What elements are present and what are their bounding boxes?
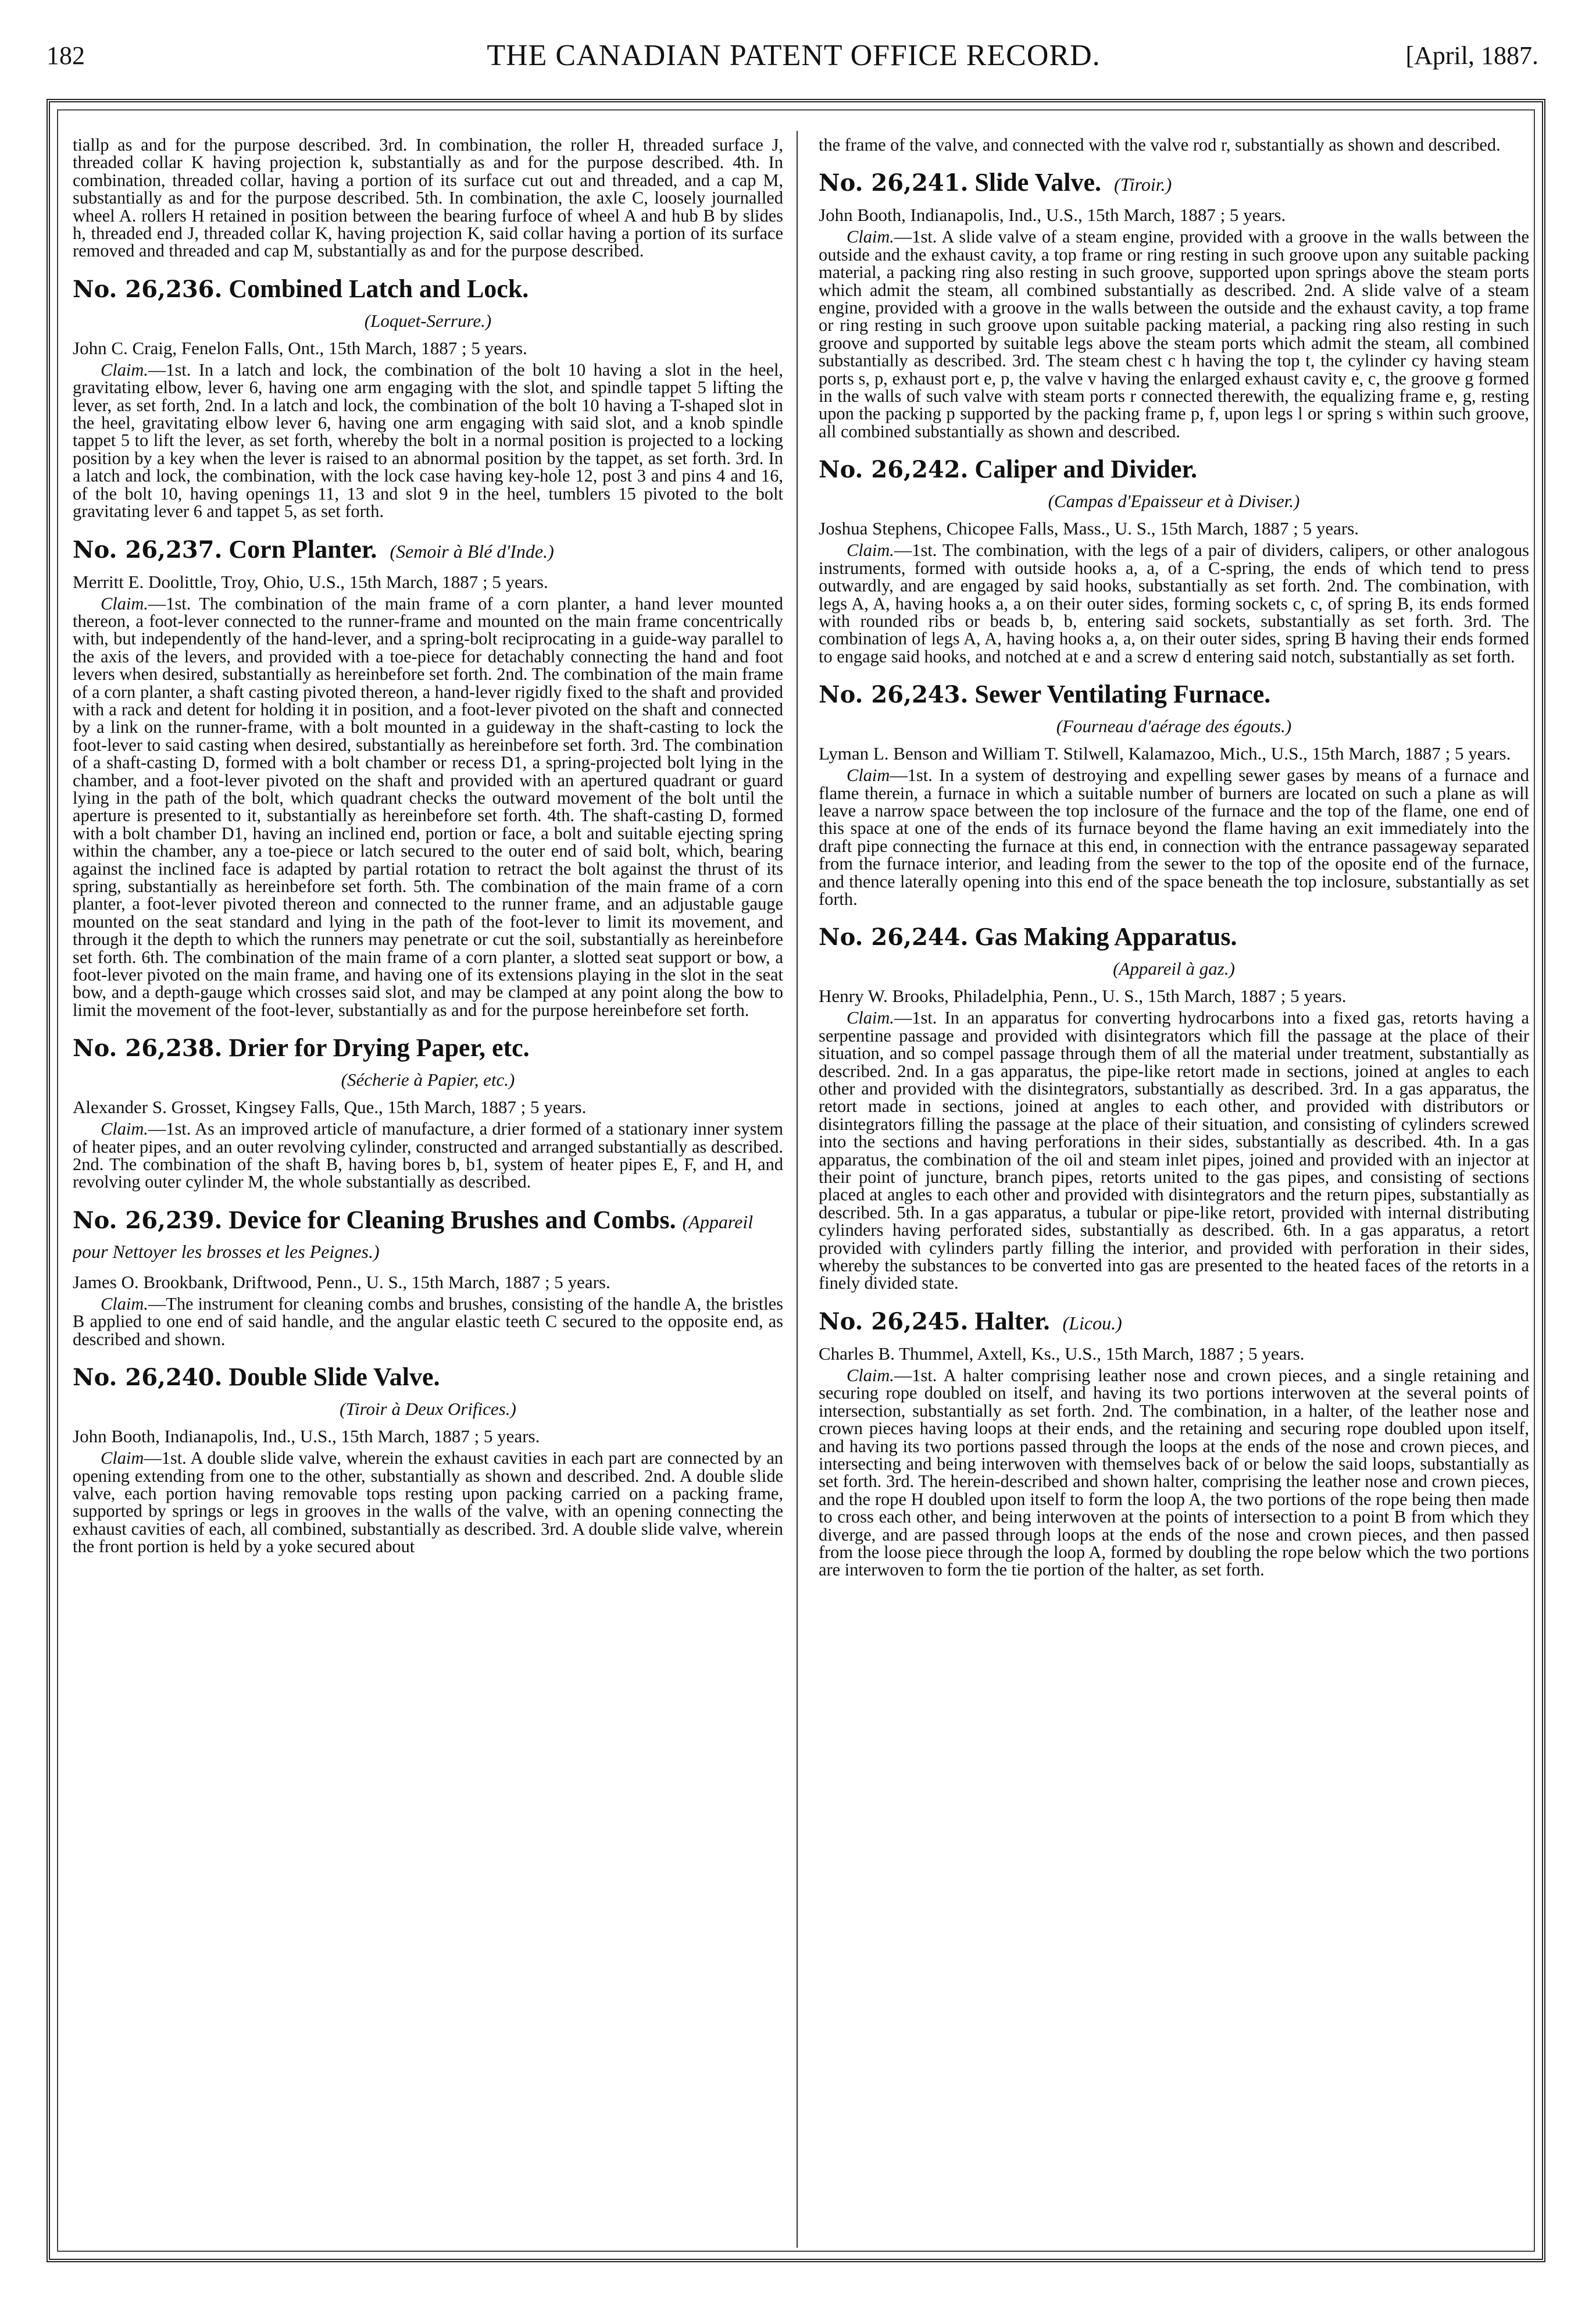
patent-entry	[73, 1034, 783, 1191]
patent-number: No. 26,239.	[73, 1206, 223, 1234]
patent-inventor: Joshua Stephens, Chicopee Falls, Mass., U. S., 15th March, 1887 ; 5 years.	[819, 518, 1359, 539]
patent-inventor: John Booth, Indianapolis, Ind., U.S., 15th March, 1887 ; 5 years.	[73, 1426, 540, 1447]
claim-text: —1st. In a system of destroying and expelling sewer gases by means of a furnace and flame therein, a furnace in which a suitable number of burners are located on such a plane as will leave a narrow space between the top inclosure of the furnace and the top of the flame, one end of this space at one of the ends of its furnace beyond the flame having an exit immediately into the draft pipe connecting the furnace at this end, in connection with the entrance passageway separated from the furnace interior, and leading from the sewer to the top of the oposite end of the furnace, and thence laterally opening into this end of the space beneath the top inclosure, substantially as set forth.	[819, 765, 1529, 909]
column-divider	[797, 131, 798, 2248]
patent-number: No. 26,238.	[73, 1035, 223, 1063]
patent-heading	[819, 1307, 1529, 1337]
patent-title: Slide Valve.	[974, 168, 1102, 197]
patent-entry	[73, 536, 783, 1019]
patent-entry	[73, 1206, 783, 1348]
patent-entry	[819, 680, 1529, 908]
claim-text: —1st. The combination, with the legs of a pair of dividers, calipers, or other analogous instruments, formed with outside hooks a, a, of a C-spring, the ends of which tend to press outwardly, and are engaged by said hooks, substantially as set forth. 2nd. The combination, with legs A, A, having hooks a, a on their outer sides, forming sockets c, c, of spring B, its ends formed with rounded ribs or beads b, b, entering said sockets, substantially as set forth. 3rd. The combination of legs A, A, having hooks a, a, on their outer sides, spring B having their ends formed to engage said hooks, and notched at e and a screw d entering said notch, substantially as set forth.	[819, 540, 1529, 666]
patent-entry	[819, 169, 1529, 440]
claim-text: —1st. A halter comprising leather nose and crown pieces, and a single retaining and securing rope doubled on itself, and having its two portions interwoven at the several points of intersection, substantially as set forth. 2nd. The combination, in a halter, of the leather nose and crown pieces having loops at their ends, and the retaining and securing rope doubled upon itself, and having its two portions passed through the loops at the ends of the nose and crown pieces, and intersecting and being interwoven with themselves back of or below the said loops, substantially as set forth. 3rd. The herein-described and shown halter, comprising the leather nose and crown pieces, and the rope H doubled upon itself to form the loop A, the two portions of the rope being then made to cross each other, and being interwoven at the points of intersection to a point B from which they diverge, and are passed through loops at the ends of the nose and crown pieces, and then passed from the loose piece through the loop A, formed by doubling the rope below which the two portions are interwoven to form the tie portion of the halter, as set forth.	[819, 1365, 1529, 1580]
patent-heading	[819, 455, 1529, 484]
claim-label: Claim.	[847, 1008, 894, 1028]
patent-inventor: Lyman L. Benson and William T. Stilwell, Kalamazoo, Mich., U.S., 15th March, 1887 ; 5 years.	[819, 743, 1511, 764]
claim-text: —1st. A double slide valve, wherein the exhaust cavities in each part are connected by an opening extending from one to the other, substantially as shown and described. 2nd. A double slide valve, each portion having removable tops resting upon packing carried on a packing frame, supported by springs or legs in grooves in the walls of the valve, with an opening connecting the exhaust cavities of each, all combined, substantially as described. 3rd. A double slide valve, wherein the front portion is held by a yoke secured about	[73, 1448, 783, 1557]
patent-french-title: (Appareil à gaz.)	[1113, 958, 1235, 979]
page-header	[41, 36, 1547, 83]
patent-title: Halter.	[974, 1306, 1050, 1335]
right-column	[819, 135, 1529, 2246]
patent-title: Combined Latch and Lock.	[228, 274, 529, 303]
patent-claim	[819, 1009, 1529, 1292]
patent-heading	[819, 923, 1529, 951]
claim-text: —1st. In a latch and lock, the combination of the bolt 10 having a slot in the heel, gravitating elbow, lever 6, having one arm engaging with the slot, and spindle tappet 5 lifting the lever, as set forth, 2nd. In a latch and lock, the combination of the bolt 10 having a T-shaped slot in the heel, gravitating elbow lever 6, having one arm engaging with said slot, and a knob spindle tappet 5 to lift the lever, as set forth, whereby the bolt in a normal position is projected to a locking position by a key when the lever is raised to an abnormal position by the tappet, as set forth. 3rd. In a latch and lock, the combination, with the lock case having key-hole 12, post 3 and pins 4 and 16, of the bolt 10, having openings 11, 13 and slot 9 in the heel, tumblers 15 pivoted to the bolt gravitating lever 6 and tappet 5, as set forth.	[73, 359, 783, 522]
patent-heading	[73, 275, 783, 304]
patent-claim	[73, 1449, 783, 1555]
patent-french-title: (Semoir à Blé d'Inde.)	[390, 540, 554, 562]
patent-heading	[73, 536, 783, 565]
patent-title: Sewer Ventilating Furnace.	[974, 680, 1271, 709]
patent-claim	[819, 766, 1529, 908]
patent-french-title: (Sécherie à Papier, etc.)	[341, 1069, 515, 1090]
patent-number: No. 26,245.	[819, 1307, 969, 1335]
claim-label: Claim.	[101, 593, 148, 614]
issue-date: [April, 1887.	[1405, 41, 1538, 70]
patent-french-title: (Fourneau d'aérage des égouts.)	[1056, 716, 1292, 737]
patent-number: No. 26,244.	[819, 924, 969, 951]
patent-entry	[73, 1363, 783, 1555]
patent-number: No. 26,240.	[73, 1364, 223, 1392]
patent-title: Device for Cleaning Brushes and Combs.	[228, 1205, 676, 1234]
patent-inventor: Alexander S. Grosset, Kingsey Falls, Que., 15th March, 1887 ; 5 years.	[73, 1097, 587, 1118]
patent-claim	[73, 1295, 783, 1348]
claim-label: Claim	[847, 765, 890, 786]
patent-inventor: John C. Craig, Fenelon Falls, Ont., 15th March, 1887 ; 5 years.	[73, 337, 527, 358]
patent-title: Gas Making Apparatus.	[974, 922, 1237, 951]
patent-claim	[819, 228, 1529, 440]
patent-french-title: (Appareil pour Nettoyer les brosses et les Peignes.)	[73, 1211, 754, 1262]
patent-inventor: Henry W. Brooks, Philadelphia, Penn., U. S., 15th March, 1887 ; 5 years.	[819, 986, 1347, 1007]
patent-claim	[73, 1120, 783, 1191]
patent-claim	[819, 1367, 1529, 1579]
claim-label: Claim.	[847, 1365, 894, 1385]
patent-entry	[73, 275, 783, 520]
patent-title: Caliper and Divider.	[974, 455, 1198, 484]
patent-number: No. 26,237.	[73, 536, 223, 564]
patent-french-title: (Licou.)	[1062, 1312, 1122, 1334]
claim-text: —1st. A slide valve of a steam engine, provided with a groove in the walls between the outside and the exhaust cavity, a top frame or ring resting in such groove upon any suitable packing material, a packing ring also resting in such groove, supported upon springs above the steam ports which admit the steam, all combined substantially as described. 2nd. A slide valve of a steam engine, provided with a groove in the walls between the outside and the exhaust cavity, a top frame or ring resting in such groove upon suitable packing material, a packing ring also resting in such groove and supported by suitable legs above the steam ports which admit the steam, all combined substantially as described. 3rd. The steam chest c h having the top t, the cylinder cy having steam ports s, p, exhaust port e, p, the valve v having the enlarged exhaust cavity e, c, the groove g formed in the walls of such valve with steam ports r connected therewith, the equalizing frame e, g, resting upon the packing p supported by the packing frame p, f, upon legs l or spring s within such groove, all combined substantially as shown and described.	[819, 227, 1529, 441]
patent-inventor: John Booth, Indianapolis, Ind., U.S., 15th March, 1887 ; 5 years.	[819, 205, 1286, 226]
claim-label: Claim.	[101, 359, 148, 380]
claim-text: —1st. The combination of the main frame of a corn planter, a hand lever mounted thereon, a foot-lever connected to the runner-frame and mounted on the main frame concentrically with, but independently of the hand-lever, and a spring-bolt reciprocating in a guide-way parallel to the axis of the levers, and provided with a toe-piece for detachably connecting the hand and foot levers when desired, substantially as hereinbefore set forth. 2nd. The combination of the main frame of a corn planter, a shaft casting pivoted thereon, a hand-lever rigidly fixed to the shaft and provided with a rack and detent for holding it in position, and a foot-lever pivoted on the shaft and connected by a link on the runner-frame, with a bolt mounted in a guideway in the shaft-casting to lock the foot-lever to said casting when desired, substantially as hereinbefore set forth. 3rd. The combination of a shaft-casting D, formed with a bolt chamber or recess D1, a spring-projected bolt lying in the chamber, and a foot-lever pivoted on the shaft and provided with an apertured quadrant or guard lying in the path of the bolt, which quadrant checks the outward movement of the bolt until the aperture is presented to it, substantially as hereinbefore set forth. 4th. The shaft-casting D, formed with a bolt chamber D1, having an inclined end, portion or face, a bolt and suitable ejecting spring within the chamber, any a toe-piece or latch secured to the outer end of said bolt, which, bearing against the inclined face is adapted by partial rotation to retract the bolt against the thrust of its spring, substantially as hereinbefore set forth. 5th. The combination of the main frame of a corn planter, a foot-lever pivoted thereon and connected to the runner frame, and an adjustable gauge mounted on the seat standard and lying in the path of the foot-lever to limit its movement, and through it the depth to which the runners may penetrate or cut the soil, substantially as hereinbefore set forth. 6th. The combination of the main frame of a corn planter, a slotted seat support or bow, a foot-lever pivoted on the main frame, and having one of its extensions playing in the slot in the seat bow, and a depth-gauge which crosses said slot, and may be clamped at any point along the bow to limit the movement of the foot-lever, substantially as and for the purpose hereinbefore set forth.	[73, 593, 783, 1020]
patent-number: No. 26,242.	[819, 456, 969, 484]
claim-label: Claim.	[101, 1119, 148, 1139]
patent-french-title: (Tiroir.)	[1114, 174, 1172, 195]
patent-heading	[819, 169, 1529, 198]
patent-heading	[73, 1206, 783, 1265]
claim-label: Claim.	[847, 227, 894, 247]
patent-entry	[819, 455, 1529, 665]
claim-label: Claim.	[101, 1293, 148, 1314]
patent-claim	[73, 595, 783, 1019]
left-column	[73, 135, 783, 2246]
patent-entry	[819, 1307, 1529, 1579]
patent-french-title: (Tiroir à Deux Orifices.)	[340, 1399, 516, 1420]
patent-claim	[73, 361, 783, 520]
patent-title: Drier for Drying Paper, etc.	[228, 1033, 530, 1063]
patent-heading	[73, 1034, 783, 1063]
patent-title: Double Slide Valve.	[228, 1363, 440, 1392]
claim-text: —1st. As an improved article of manufacture, a drier formed of a stationary inner system of heater pipes, and an outer revolving cylinder, constructed and arranged substantially as described. 2nd. The combination of the shaft B, having bores b, b1, system of heater pipes E, F, and H, and revolving outer cylinder M, the whole substantially as described.	[73, 1119, 783, 1192]
patent-heading	[819, 680, 1529, 709]
patent-number: No. 26,243.	[819, 681, 969, 709]
patent-entry	[819, 923, 1529, 1292]
patent-number: No. 26,241.	[819, 169, 969, 197]
claim-label: Claim	[101, 1448, 144, 1468]
claim-text: —The instrument for cleaning combs and brushes, consisting of the handle A, the bristles B applied to one end of said handle, and the angular elastic teeth C secured to the opposite end, as described and shown.	[73, 1293, 783, 1349]
patent-title: Corn Planter.	[228, 534, 377, 564]
claim-label: Claim.	[847, 540, 894, 561]
patent-heading	[73, 1363, 783, 1392]
patent-claim	[819, 541, 1529, 665]
patent-inventor: Charles B. Thummel, Axtell, Ks., U.S., 15th March, 1887 ; 5 years.	[819, 1343, 1305, 1364]
continuation-text: tiallp as and for the purpose described. 3rd. In combination, the roller H, threaded surface J, threaded collar K having projection k, substantially as and for the purpose described. 4th. In combination, threaded collar, having a portion of its surface cut out and threaded, and a cap M, substantially as and for the purpose described. 5th. In combination, the axle C, loosely journalled wheel A. rollers H retained in position between the bearing furfoce of wheel A and hub B by slides h, threaded end J, threaded collar K, having projection K, said collar having a portion of its surface removed and threaded and cap M, substantially as and for the purpose described.	[73, 135, 783, 261]
patent-number: No. 26,236.	[73, 275, 223, 303]
patent-french-title: (Campas d'Epaisseur et à Diviser.)	[1048, 491, 1300, 512]
page-number: 182	[47, 41, 85, 70]
publication-title: THE CANADIAN PATENT OFFICE RECORD.	[487, 39, 1101, 72]
continuation-text: the frame of the valve, and connected with the valve rod r, substantially as shown and described.	[819, 135, 1501, 155]
patent-inventor: James O. Brookbank, Driftwood, Penn., U. S., 15th March, 1887 ; 5 years.	[73, 1271, 610, 1292]
patent-inventor: Merritt E. Doolittle, Troy, Ohio, U.S., 15th March, 1887 ; 5 years.	[73, 571, 548, 592]
patent-french-title: (Loquet-Serrure.)	[364, 310, 492, 331]
claim-text: —1st. In an apparatus for converting hydrocarbons into a fixed gas, retorts having a serpentine passage and provided with disintegrators which fill the passage at the place of their situation, and so compel passage through them of all the material under treatment, substantially as described. 2nd. In a gas apparatus, the pipe-like retort made in sections, joined at angles to each other and provided with the disintegrators, substantially as described. 3rd. In a gas apparatus, the retort made in sections, joined at angles to each other, and provided with distributors or disintegrators filling the passage at the place of their situation, and consisting of cylinders screwed into the sections and having perforations in their sides, substantially as described. 4th. In a gas apparatus, the combination of the oil and steam inlet pipes, joined and provided with an injector at their point of juncture, branch pipes, retorts united to the gas pipes, and consisting of sections placed at angles to each other and provided with disintegrators and the return pipes, substantially as described. 5th. In a gas apparatus, a tubular or pipe-like retort, provided with internal distributing cylinders having perforated sides, substantially as described. 6th. In a gas apparatus, a retort provided with cylinders partly filling the interior, and provided with perforation in their sides, whereby the substances to be converted into gas are presented to the heated faces of the retorts in a finely divided state.	[819, 1008, 1529, 1293]
